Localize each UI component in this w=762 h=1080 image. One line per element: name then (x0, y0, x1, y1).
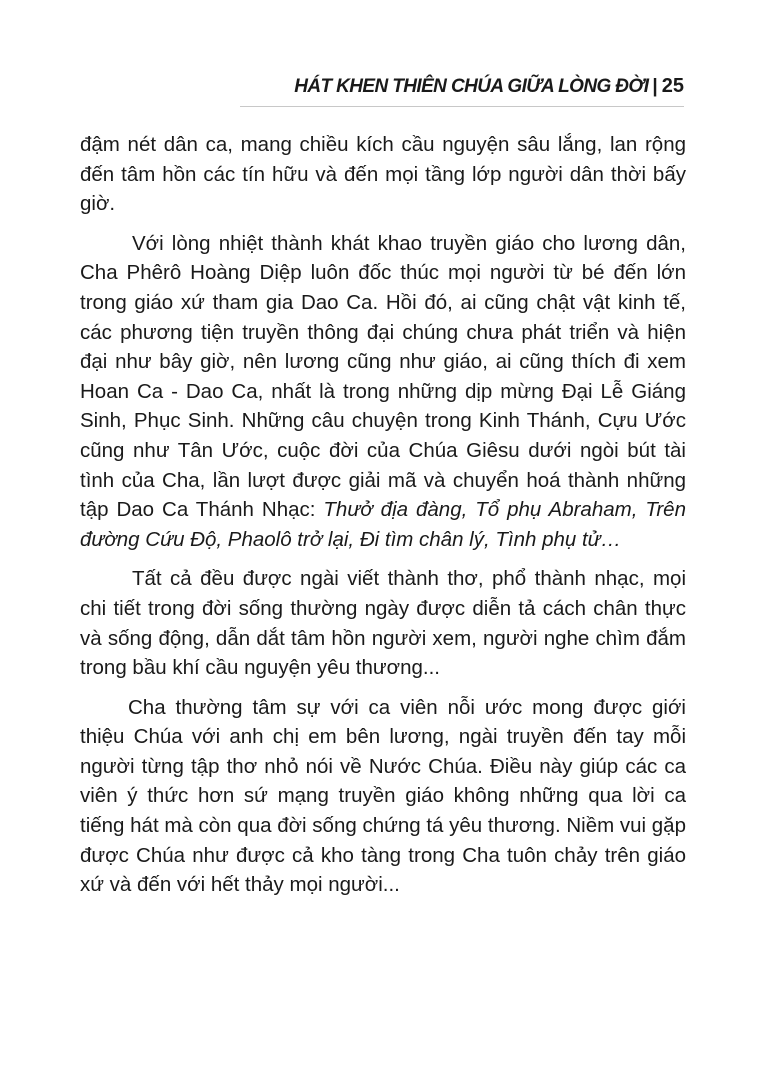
paragraph-2-text: Với lòng nhiệt thành khát khao truyền giáo cho lương dân, Cha Phêrô Hoàng Diệp luôn đốc thúc mọi người từ bé đến lớn trong giáo xứ tham gia Dao Ca. Hồi đó, ai cũng chật vật kinh tế, các phương tiện truyền thông đại chúng chưa phát triển và hiện đại như bây giờ, nên lương cũng như giáo, ai cũng thích đi xem Hoan Ca - Dao Ca, nhất là trong những dịp mừng Đại Lễ Giáng Sinh, Phục Sinh. Những câu chuyện trong Kinh Thánh, Cựu Ước cũng như Tân Ước, cuộc đời của Chúa Giêsu dưới ngòi bút tài tình của Cha, lần lượt được giải mã và chuyển hoá thành những tập Dao Ca Thánh Nhạc: (80, 231, 686, 522)
paragraph-3: Tất cả đều được ngài viết thành thơ, phổ thành nhạc, mọi chi tiết trong đời sống thường ngày được diễn tả cách chân thực và sống động, dẫn dắt tâm hồn người xem, người nghe chìm đắm trong bầu khí cầu nguyện yêu thương... (80, 567, 686, 680)
paragraph-2-italic-titles: Thưở địa đàng, Tổ phụ Abraham, Trên đường Cứu Độ, Phaolô trở lại, Đi tìm chân lý, Tình phụ tử… (80, 498, 686, 551)
header-separator: | (652, 76, 658, 97)
paragraph-2 (80, 229, 686, 555)
running-header (78, 72, 684, 101)
paragraph-4: Cha thường tâm sự với ca viên nỗi ước mong được giới thiệu Chúa với anh chị em bên lương, ngài truyền đến tay mỗi người từng tập thơ nhỏ nói về Nước Chúa. Điều này giúp các ca viên ý thức hơn sứ mạng truyền giáo không những qua lời ca tiếng hát mà còn qua đời sống chứng tá yêu thương. Niềm vui gặp được Chúa như được cả kho tàng trong Cha tuôn chảy trên giáo xứ và đến với hết thảy mọi người... (80, 695, 686, 897)
paragraph-1: đậm nét dân ca, mang chiều kích cầu nguyện sâu lắng, lan rộng đến tâm hồn các tín hữu và đến mọi tầng lớp người dân thời bấy giờ. (80, 133, 686, 216)
page-number: 25 (661, 75, 684, 97)
header-rule (240, 106, 684, 107)
running-title: HÁT KHEN THIÊN CHÚA GIỮA LÒNG ĐỜI (294, 76, 649, 97)
body-text (80, 130, 686, 910)
